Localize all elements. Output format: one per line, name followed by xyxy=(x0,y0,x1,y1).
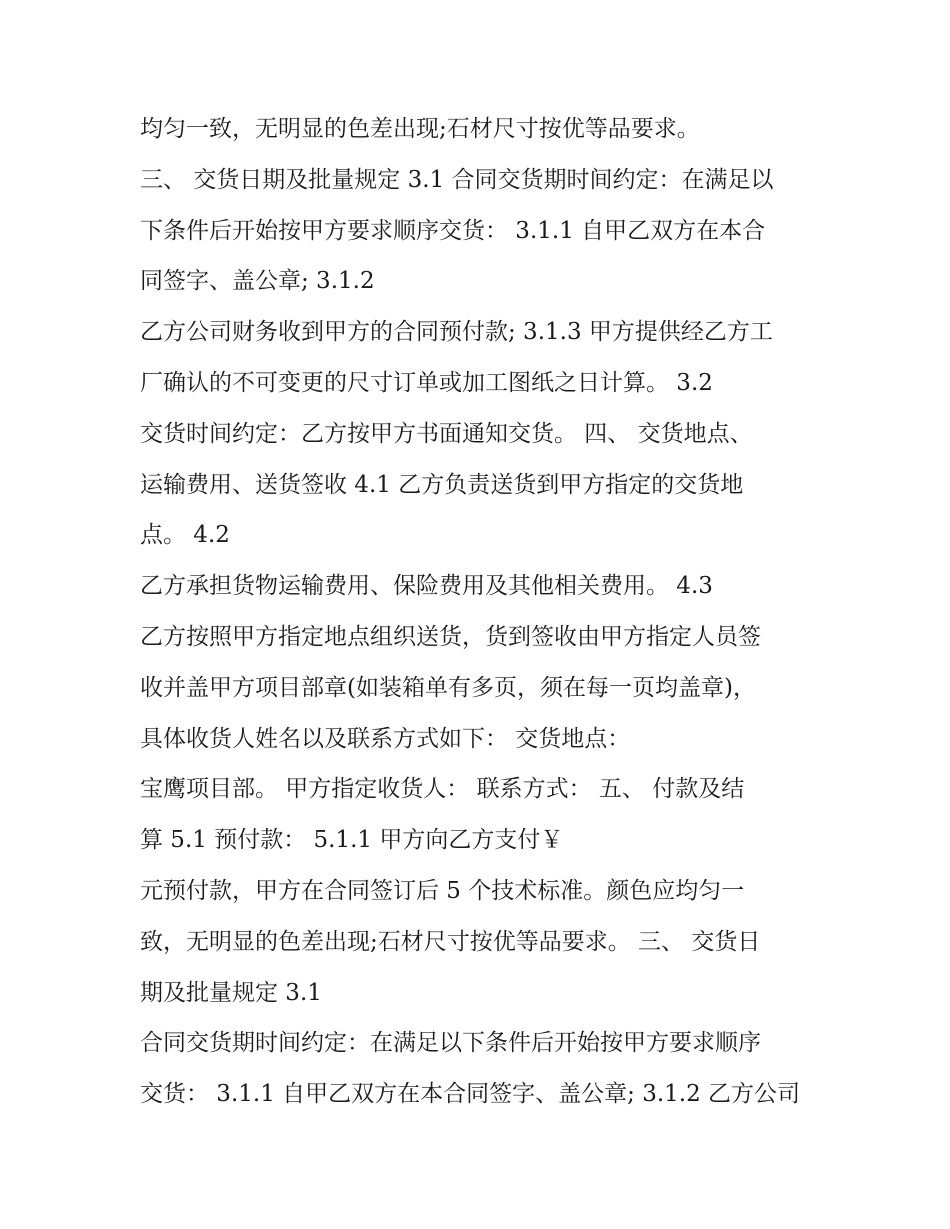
text-line: 下条件后开始按甲方要求顺序交货： 3.1.1 自甲乙双方在本合 xyxy=(140,217,766,244)
text-line: 交货： 3.1.1 自甲乙双方在本合同签字、盖公章; 3.1.2 乙方公司 xyxy=(140,1081,801,1108)
text-line: 运输费用、送货签收 4.1 乙方负责送货到甲方指定的交货地 xyxy=(140,471,744,498)
text-line: 乙方按照甲方指定地点组织送货，货到签收由甲方指定人员签 xyxy=(140,623,761,650)
text-line: 厂确认的不可变更的尺寸订单或加工图纸之日计算。 3.2 xyxy=(140,369,713,396)
text-line: 宝鹰项目部。 甲方指定收货人： 联系方式： 五、 付款及结 xyxy=(140,776,745,803)
text-line: 乙方承担货物运输费用、保险费用及其他相关费用。 4.3 xyxy=(140,573,713,600)
text-line: 三、 交货日期及批量规定 3.1 合同交货期时间约定：在满足以 xyxy=(140,166,774,193)
text-line: 交货时间约定：乙方按甲方书面通知交货。 四、 交货地点、 xyxy=(140,420,753,447)
text-line: 乙方公司财务收到甲方的合同预付款; 3.1.3 甲方提供经乙方工 xyxy=(140,319,773,346)
text-line: 合同交货期时间约定：在满足以下条件后开始按甲方要求顺序 xyxy=(140,1030,761,1057)
contract-body-text xyxy=(140,104,830,1120)
text-line: 期及批量规定 3.1 xyxy=(140,979,322,1006)
text-line: 算 5.1 预付款： 5.1.1 甲方向乙方支付￥ xyxy=(140,827,564,854)
text-line: 均匀一致，无明显的色差出现;石材尺寸按优等品要求。 xyxy=(140,116,700,142)
text-line: 具体收货人姓名以及联系方式如下： 交货地点： xyxy=(140,725,631,752)
text-line: 收并盖甲方项目部章(如装箱单有多页，须在每一页均盖章)， xyxy=(140,674,756,701)
text-line: 元预付款，甲方在合同签订后 5 个技术标准。颜色应均匀一 xyxy=(140,877,745,904)
text-line: 点。 4.2 xyxy=(140,522,230,549)
text-line: 致，无明显的色差出现;石材尺寸按优等品要求。 三、 交货日 xyxy=(140,928,761,955)
text-line: 同签字、盖公章; 3.1.2 xyxy=(140,268,375,295)
